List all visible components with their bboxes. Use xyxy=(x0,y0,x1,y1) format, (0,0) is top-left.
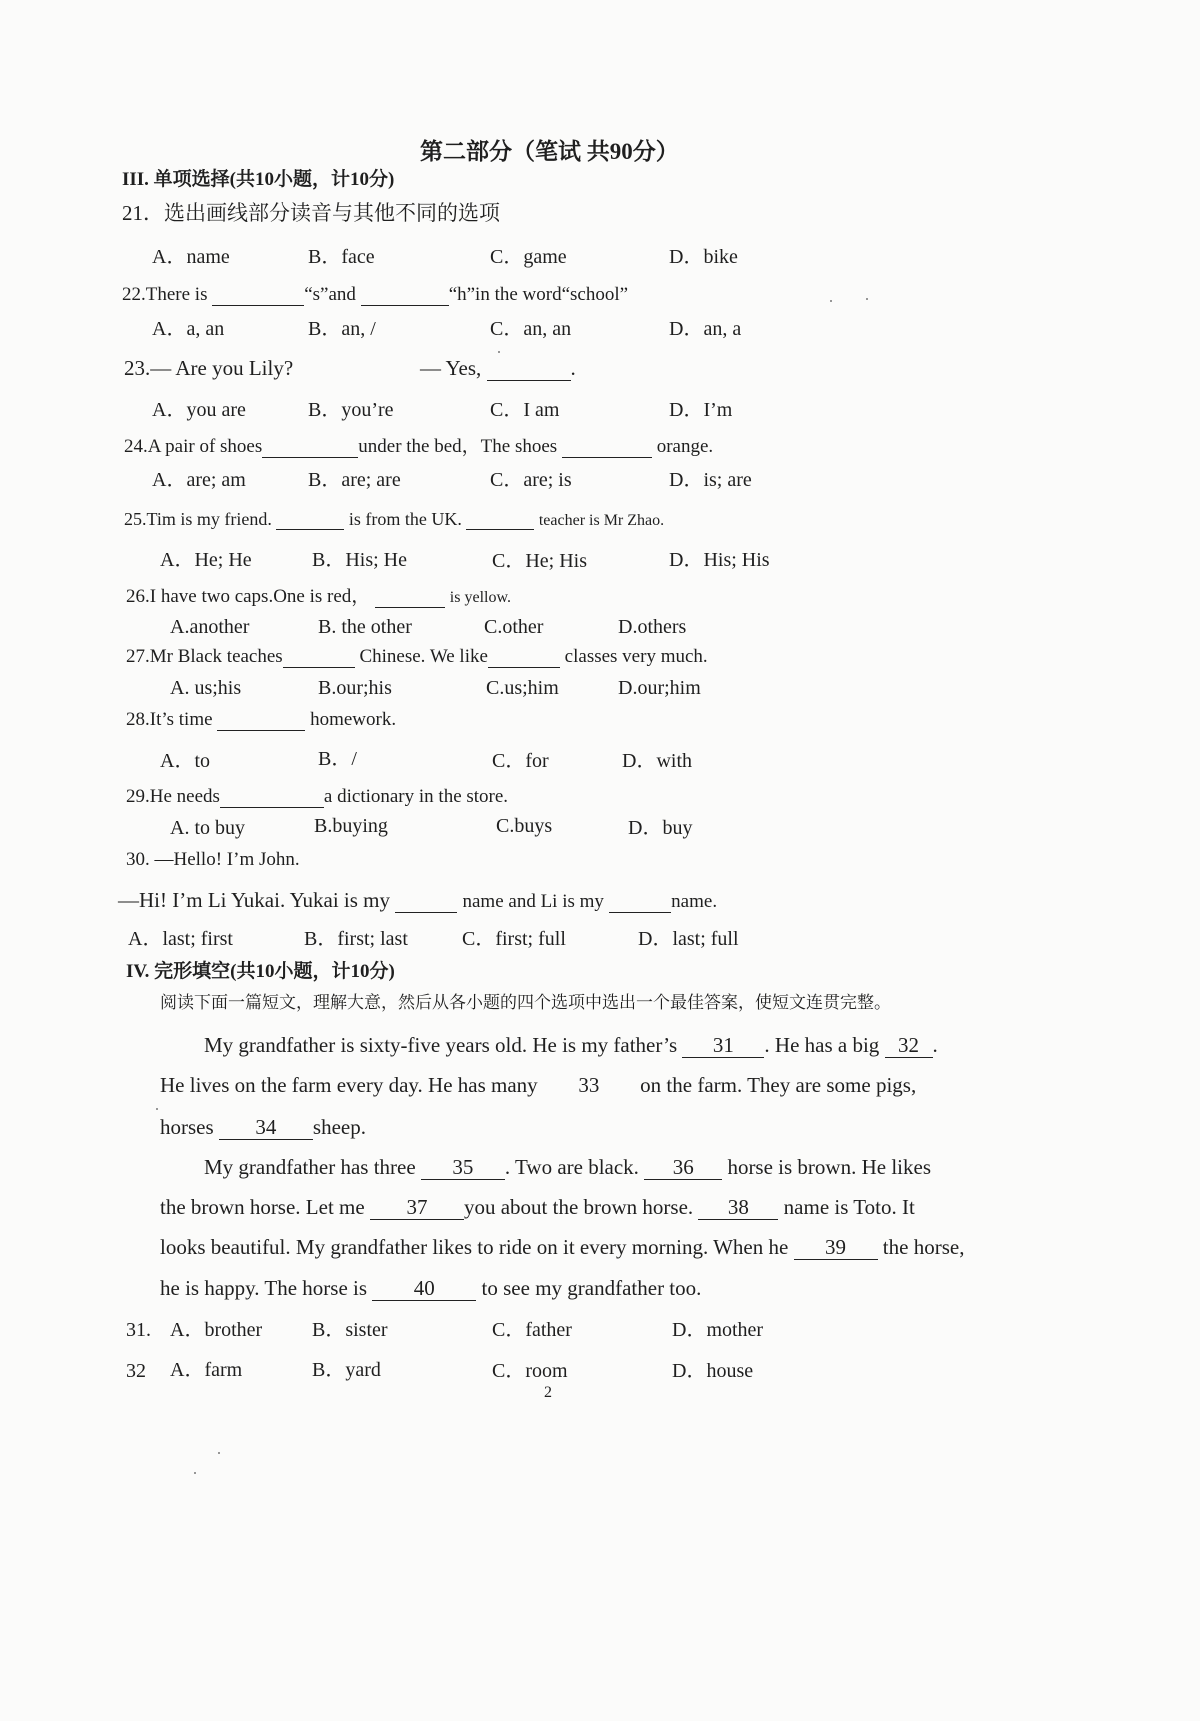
q25-blank-2 xyxy=(466,510,534,530)
q32-option-c: C．room xyxy=(492,1360,568,1382)
q32-option-a: A．farm xyxy=(170,1359,243,1381)
q25-stem-part1: 25.Tim is my friend. xyxy=(124,509,272,529)
q26-stem-part1: 26.I have two caps.One is red， xyxy=(126,586,371,607)
q27-stem-part3: classes very much. xyxy=(564,646,708,667)
q29-option-c: C.buys xyxy=(496,815,553,837)
q22-stem xyxy=(122,285,628,306)
q30-line-2-part2: name and Li is my xyxy=(462,891,604,912)
q23-answer xyxy=(420,358,576,381)
passage-text: He lives on the farm every day. He has many xyxy=(160,1073,538,1097)
cloze-blank-35: 35 xyxy=(421,1157,505,1180)
q24-option-b: B．are; are xyxy=(308,469,401,491)
q25-option-c: C．He; His xyxy=(492,550,587,572)
q26-blank xyxy=(375,587,445,608)
q25-option-a: A．He; He xyxy=(160,549,252,571)
q24-stem-part3: orange. xyxy=(656,436,714,457)
q31-option-b: B．sister xyxy=(312,1319,388,1341)
q26-option-a: A.another xyxy=(170,616,250,638)
passage-text: you about the brown horse. xyxy=(463,1195,694,1219)
q25-stem xyxy=(124,510,664,530)
cloze-blank-37: 37 xyxy=(370,1197,464,1220)
cloze-blank-33: 33 xyxy=(578,1073,600,1097)
q29-option-a: A. to buy xyxy=(170,817,245,839)
q30-line-2 xyxy=(118,890,717,913)
q26-stem-part2: is yellow. xyxy=(449,589,511,606)
q32-number: 32 xyxy=(126,1360,146,1382)
q28-stem-part2: homework. xyxy=(310,709,397,730)
passage-p2-line3 xyxy=(160,1237,964,1260)
q25-blank-1 xyxy=(276,510,344,530)
q21-option-d: D．bike xyxy=(669,246,738,268)
q23-question: 23.— Are you Lily? xyxy=(124,356,294,380)
page-title: 第二部分（笔试 共90分） xyxy=(420,139,679,164)
q27-option-a: A. us;his xyxy=(170,677,242,699)
q31-option-d: D．mother xyxy=(672,1319,764,1341)
q29-blank xyxy=(220,787,324,808)
cloze-blank-40: 40 xyxy=(372,1278,476,1301)
section-3-heading: III. 单项选择(共10小题，计10分) xyxy=(122,169,395,190)
passage-text: . Two are black. xyxy=(504,1155,639,1179)
q24-stem-part2: under the bed，The shoes xyxy=(358,436,558,457)
q23-option-a: A．you are xyxy=(152,399,246,421)
passage-text: the brown horse. Let me xyxy=(160,1195,365,1219)
q23-option-c: C．I am xyxy=(490,399,560,421)
q24-blank-1 xyxy=(262,437,358,458)
q31-option-a: A．brother xyxy=(170,1319,263,1341)
q22-stem-part2: “s”and xyxy=(304,284,356,305)
q28-option-b: B．/ xyxy=(318,748,357,770)
q21-stem: 21．选出画线部分读音与其他不同的选项 xyxy=(122,201,500,225)
q30-option-d: D．last; full xyxy=(638,928,739,950)
passage-text: to see my grandfather too. xyxy=(481,1276,702,1300)
passage-text: he is happy. The horse is xyxy=(160,1276,368,1300)
passage-text: looks beautiful. My grandfather likes to ride on it every morning. When he xyxy=(160,1235,789,1259)
scan-speck xyxy=(156,1108,158,1110)
q27-stem xyxy=(126,647,708,668)
q30-blank-2 xyxy=(609,890,671,913)
q21-option-a: A．name xyxy=(152,246,230,268)
cloze-blank-36: 36 xyxy=(644,1157,722,1180)
q30-option-b: B．first; last xyxy=(304,928,408,950)
passage-p2-line4 xyxy=(160,1278,701,1301)
q24-stem-part1: 24.A pair of shoes xyxy=(124,436,263,457)
cloze-blank-34: 34 xyxy=(219,1117,313,1140)
scan-speck xyxy=(830,300,832,302)
q22-stem-part3: “h”in the word“school” xyxy=(448,284,629,305)
q26-option-b: B. the other xyxy=(318,616,412,638)
q26-option-d: D.others xyxy=(618,616,687,638)
q32-option-d: D．house xyxy=(672,1360,754,1382)
q27-option-b: B.our;his xyxy=(318,677,392,699)
passage-p1-line1 xyxy=(204,1035,938,1058)
q23-answer-part2: . xyxy=(570,356,576,380)
q30-option-a: A．last; first xyxy=(128,928,233,950)
cloze-blank-39: 39 xyxy=(794,1237,878,1260)
passage-text: name is Toto. It xyxy=(783,1195,915,1219)
q24-option-d: D．is; are xyxy=(669,469,752,491)
q29-option-b: B.buying xyxy=(314,815,388,837)
cloze-blank-32: 32 xyxy=(885,1035,933,1058)
q25-option-b: B．His; He xyxy=(312,549,407,571)
scan-speck xyxy=(866,298,868,300)
q24-option-c: C．are; is xyxy=(490,469,572,491)
q23-answer-part1: — Yes, xyxy=(420,356,482,380)
q22-stem-part1: 22.There is xyxy=(122,284,208,305)
q24-blank-2 xyxy=(562,437,652,458)
q25-stem-part2: is from the UK. xyxy=(348,509,462,529)
q29-stem-part1: 29.He needs xyxy=(126,786,220,807)
passage-text: horse is brown. He likes xyxy=(727,1155,931,1179)
q27-option-d: D.our;him xyxy=(618,677,701,699)
q30-line-1: 30. —Hello! I’m John. xyxy=(126,849,300,870)
q21-option-c: C．game xyxy=(490,246,567,268)
q23-option-d: D．I’m xyxy=(669,399,733,421)
scan-speck xyxy=(498,351,500,353)
q22-blank-1 xyxy=(212,285,304,306)
q29-option-d: D．buy xyxy=(628,817,693,839)
q27-stem-part1: 27.Mr Black teaches xyxy=(126,646,283,667)
q24-stem xyxy=(124,437,713,458)
q28-option-d: D．with xyxy=(622,750,692,772)
q23-option-b: B．you’re xyxy=(308,399,394,421)
passage-text: the horse, xyxy=(882,1235,965,1259)
q29-stem-part2: a dictionary in the store. xyxy=(323,786,509,807)
passage-text: on the farm. They are some pigs, xyxy=(640,1073,917,1097)
passage-p2-line2 xyxy=(160,1197,915,1220)
q28-option-a: A．to xyxy=(160,750,210,772)
section-4-heading: IV. 完形填空(共10小题，计10分) xyxy=(126,961,395,982)
q26-option-c: C.other xyxy=(484,616,544,638)
q22-blank-2 xyxy=(361,285,449,306)
page-number: 2 xyxy=(544,1384,552,1401)
q22-option-b: B．an, / xyxy=(308,318,376,340)
scan-speck xyxy=(194,1472,196,1474)
q28-stem-part1: 28.It’s time xyxy=(126,709,213,730)
passage-p2-line1 xyxy=(204,1157,931,1180)
q21-option-b: B．face xyxy=(308,246,375,268)
q22-option-a: A．a, an xyxy=(152,318,225,340)
section-4-instruction: 阅读下面一篇短文，理解大意，然后从各小题的四个选项中选出一个最佳答案，使短文连贯完整。 xyxy=(160,993,891,1012)
q32-option-b: B．yard xyxy=(312,1359,381,1381)
q28-stem xyxy=(126,710,396,731)
q27-blank-2 xyxy=(488,647,560,668)
passage-text: My grandfather has three xyxy=(204,1155,416,1179)
cloze-blank-31: 31 xyxy=(682,1035,764,1058)
passage-text: . xyxy=(932,1033,938,1057)
passage-text: . He has a big xyxy=(764,1033,880,1057)
q24-option-a: A．are; am xyxy=(152,469,246,491)
q23-blank xyxy=(487,358,571,381)
q30-line-2-part1: —Hi! I’m Li Yukai. Yukai is my xyxy=(118,888,390,912)
passage-p1-line3 xyxy=(160,1117,366,1140)
passage-p1-line2 xyxy=(160,1075,916,1098)
q30-blank-1 xyxy=(395,890,457,913)
passage-text: My grandfather is sixty-five years old. He is my father’s xyxy=(204,1033,678,1057)
q28-blank xyxy=(217,710,305,731)
passage-text: horses xyxy=(160,1115,214,1139)
q22-option-d: D．an, a xyxy=(669,318,742,340)
q28-option-c: C．for xyxy=(492,750,549,772)
q31-number: 31. xyxy=(126,1319,151,1341)
q29-stem xyxy=(126,787,508,808)
scan-speck xyxy=(218,1452,220,1454)
q27-stem-part2: Chinese. We like xyxy=(359,646,488,667)
q30-line-2-part3: name. xyxy=(671,891,718,912)
q27-option-c: C.us;him xyxy=(486,677,559,699)
q31-option-c: C．father xyxy=(492,1319,572,1341)
passage-text: sheep. xyxy=(312,1115,366,1139)
q27-blank-1 xyxy=(283,647,355,668)
q26-stem xyxy=(126,587,511,608)
q25-option-d: D．His; His xyxy=(669,549,770,571)
cloze-blank-38: 38 xyxy=(698,1197,778,1220)
q22-option-c: C．an, an xyxy=(490,318,572,340)
q30-option-c: C．first; full xyxy=(462,928,566,950)
q25-stem-part3: teacher is Mr Zhao. xyxy=(538,512,665,529)
